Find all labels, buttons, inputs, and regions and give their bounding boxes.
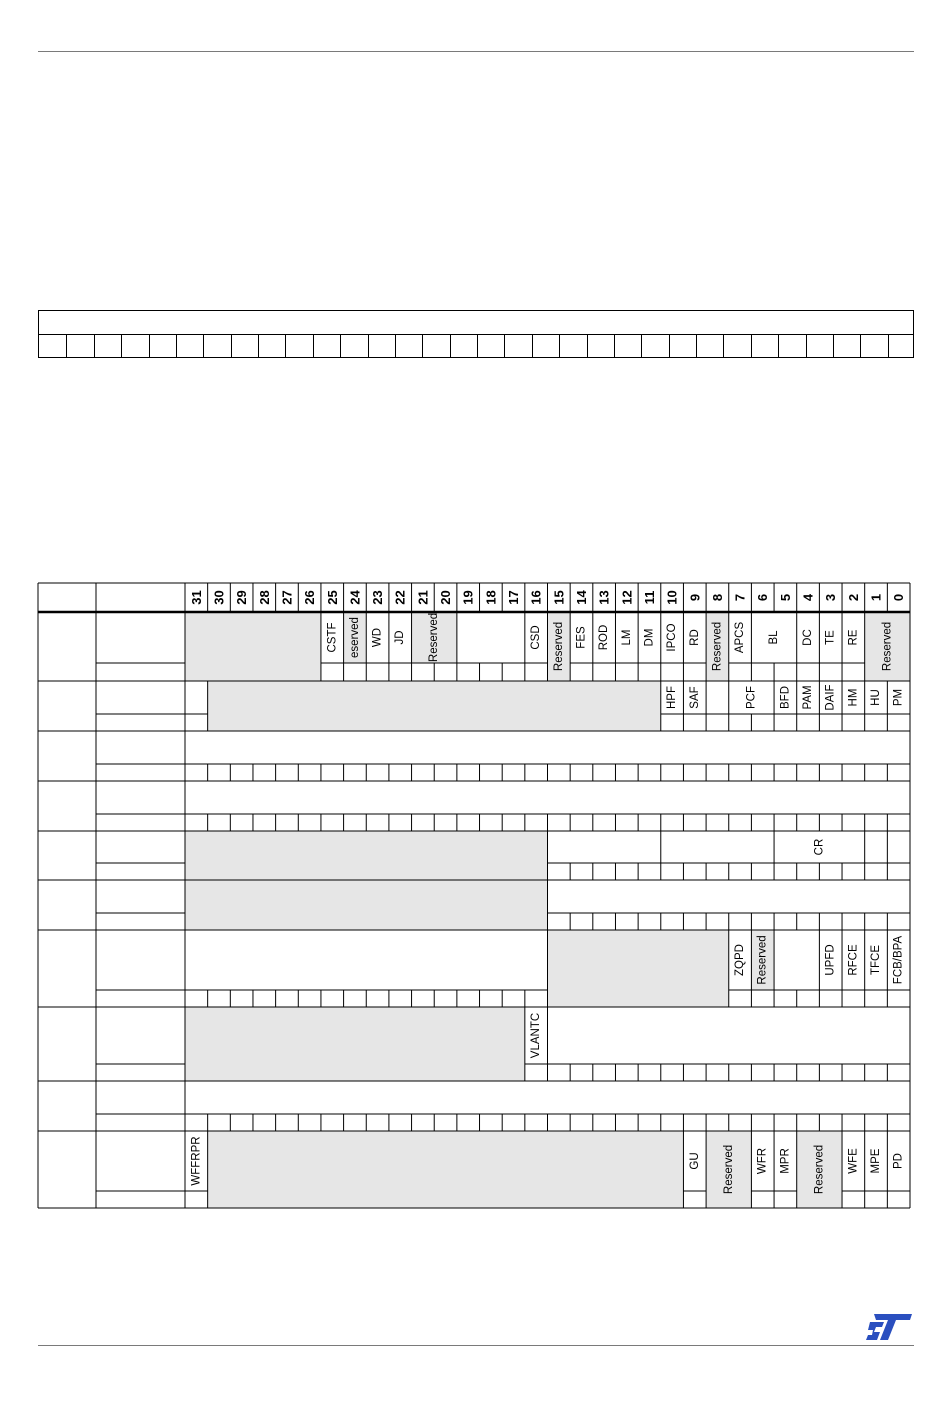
bitfield-label: Reserved (428, 612, 441, 663)
bit-number: 13 (596, 590, 612, 605)
box-cell-divider (66, 334, 67, 357)
box-cell-divider (368, 334, 369, 357)
bitfield-label: Reserved (711, 621, 724, 672)
bitfield-label: PD (892, 1153, 905, 1169)
bit-number: 19 (460, 590, 476, 605)
box-cell-divider (888, 334, 889, 357)
bitfield-label: Reserved (756, 935, 769, 985)
bitfield-label: DC (802, 629, 815, 646)
reserved-field-fill (185, 1007, 525, 1081)
reserved-field-fill (208, 681, 661, 731)
reserved-field-fill (185, 831, 548, 880)
bitfield-label: Reserved (881, 621, 894, 672)
bitfield-label: APCS (734, 621, 747, 654)
box-cell-divider (833, 334, 834, 357)
bit-number: 5 (777, 593, 793, 602)
bit-number: 10 (664, 590, 680, 605)
bitfield-label: HU (870, 689, 883, 706)
bit-number: 16 (528, 590, 544, 605)
bitfield-label: BFD (779, 686, 792, 709)
bit-number: 29 (234, 590, 250, 605)
bitfield-label: TFCE (870, 944, 883, 976)
box-cell-divider (614, 334, 615, 357)
bit-number: 1 (868, 593, 884, 602)
bitfield-label: WD (371, 627, 384, 648)
bitfield-label: VLANTC (530, 1012, 543, 1059)
bit-number: 23 (370, 590, 386, 605)
bit-number: 24 (347, 590, 363, 605)
bitfield-label: HM (847, 688, 860, 707)
bitfield-label: FCB/BPA (892, 935, 905, 985)
bitfield-label: BL (768, 630, 781, 645)
box-cell-divider (751, 334, 752, 357)
box-cell-divider (778, 334, 779, 357)
box-cell-divider (860, 334, 861, 357)
box-cell-divider (806, 334, 807, 357)
bitfield-label: HPF (666, 686, 679, 709)
box-cell-divider (641, 334, 642, 357)
bit-number: 31 (188, 590, 204, 605)
bitfield-label: Reserved (552, 621, 565, 672)
bit-number: 8 (709, 593, 725, 602)
box-cell-divider (477, 334, 478, 357)
footer-rule (38, 1345, 914, 1346)
bit-number: 12 (619, 590, 635, 605)
bitfield-label: eserved (348, 617, 361, 658)
bitfield-label: TE (824, 630, 837, 645)
bitfield-label: Reserved (722, 1144, 735, 1195)
bitfield-label: CSD (530, 625, 543, 650)
box-cell-divider (340, 334, 341, 357)
bitfield-label: PM (892, 688, 905, 707)
box-cell-divider (258, 334, 259, 357)
bitfield-label: FES (575, 626, 588, 649)
box-cell-divider (203, 334, 204, 357)
bitfield-label: IPCO (666, 623, 679, 652)
box-cell-divider (176, 334, 177, 357)
box-cell-divider (587, 334, 588, 357)
box-cell-divider (285, 334, 286, 357)
st-logo-icon (866, 1312, 914, 1342)
bit-number: 7 (732, 593, 748, 602)
bit-number: 6 (755, 593, 771, 602)
bitfield-label: ZQPD (734, 944, 747, 976)
box-cell-divider (450, 334, 451, 357)
bitfield-label: LM (620, 629, 633, 646)
bitfield-label: SAF (688, 686, 701, 709)
bitfield-label: WFFRPR (190, 1136, 203, 1186)
bitfield-label: GU (688, 1152, 701, 1170)
bit-number: 11 (641, 590, 657, 605)
bitfield-label: Reserved (813, 1144, 826, 1195)
box-cell-divider (149, 334, 150, 357)
box-divider (39, 334, 913, 335)
box-cell-divider (422, 334, 423, 357)
bitfield-label: MPR (779, 1148, 792, 1174)
bitfield-label: MPE (870, 1148, 883, 1174)
bit-number: 22 (392, 590, 408, 605)
bit-number: 14 (573, 590, 589, 605)
bitfield-label: WFR (756, 1147, 769, 1175)
bitfield-label: RE (847, 629, 860, 646)
bit-number: 9 (687, 593, 703, 602)
bit-number: 27 (279, 590, 295, 605)
bitfield-label: CR (813, 838, 826, 856)
box-cell-divider (532, 334, 533, 357)
box-cell-divider (395, 334, 396, 357)
bitfield-label: PAM (802, 685, 815, 710)
box-cell-divider (94, 334, 95, 357)
bit-number: 28 (256, 590, 272, 605)
bit-number: 30 (211, 590, 227, 605)
box-cell-divider (669, 334, 670, 357)
bitfield-label: DM (643, 628, 656, 647)
bitfield-label: ROD (598, 624, 611, 651)
bit-number: 21 (415, 590, 431, 605)
bitfield-label: RFCE (847, 944, 860, 976)
box-cell-divider (559, 334, 560, 357)
header-rule (38, 51, 914, 52)
bit-number: 26 (302, 590, 318, 605)
box-cell-divider (504, 334, 505, 357)
box-cell-divider (121, 334, 122, 357)
box-cell-divider (696, 334, 697, 357)
bit-number: 0 (891, 593, 907, 602)
bit-number: 3 (823, 593, 839, 602)
bitfield-label: JD (394, 630, 407, 645)
box-cell-divider (723, 334, 724, 357)
reserved-field-fill (548, 930, 729, 1007)
bit-number: 20 (438, 590, 454, 605)
empty-bitfield-box (38, 310, 914, 358)
bit-number: 2 (845, 593, 861, 602)
reserved-field-fill (185, 612, 321, 681)
reserved-field-fill (208, 1131, 684, 1208)
bitfield-label: UPFD (824, 944, 837, 976)
bit-number: 15 (551, 590, 567, 605)
bitfield-label: RD (688, 629, 701, 646)
bitfield-label: WFE (847, 1148, 860, 1174)
bit-number: 25 (324, 590, 340, 605)
bitfield-label: CSTF (326, 622, 339, 653)
bitfield-label: PCF (745, 686, 758, 709)
bit-number: 17 (506, 590, 522, 605)
bit-number: 4 (800, 593, 816, 602)
bitfield-label: DAIF (824, 684, 837, 711)
reserved-field-fill (185, 880, 548, 930)
bit-number: 18 (483, 590, 499, 605)
box-cell-divider (313, 334, 314, 357)
box-cell-divider (231, 334, 232, 357)
